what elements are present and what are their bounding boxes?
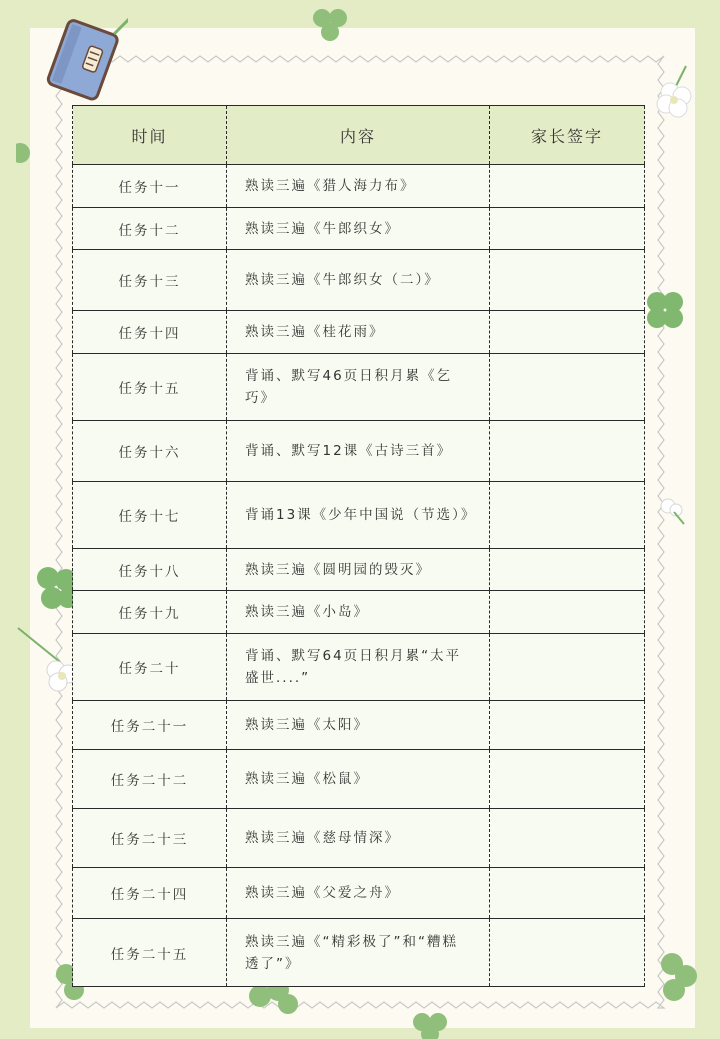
table-row	[73, 250, 645, 311]
task-cell: 任务十三	[73, 250, 227, 311]
table-row	[73, 354, 645, 421]
task-cell: 任务十五	[73, 354, 227, 421]
table-row	[73, 750, 645, 809]
task-cell: 任务二十一	[73, 701, 227, 750]
signature-cell[interactable]	[490, 868, 645, 919]
task-cell: 任务十六	[73, 421, 227, 482]
task-cell: 任务二十四	[73, 868, 227, 919]
table-row	[73, 591, 645, 634]
white-flower-icon	[646, 62, 698, 124]
clover-icon	[656, 948, 700, 1006]
content-cell: 熟读三遍《牛郎织女》	[227, 208, 490, 250]
table-row	[73, 421, 645, 482]
content-cell: 熟读三遍《松鼠》	[227, 750, 490, 809]
task-cell: 任务二十二	[73, 750, 227, 809]
signature-cell[interactable]	[490, 482, 645, 549]
content-cell: 背诵、默写64页日积月累“太平盛世....”	[227, 634, 490, 701]
signature-cell[interactable]	[490, 165, 645, 208]
notebook-icon	[38, 16, 128, 108]
task-cell: 任务十一	[73, 165, 227, 208]
content-cell: 熟读三遍《慈母情深》	[227, 809, 490, 868]
table-row	[73, 208, 645, 250]
table-row	[73, 634, 645, 701]
signature-cell[interactable]	[490, 701, 645, 750]
signature-cell[interactable]	[490, 750, 645, 809]
table-header-row	[73, 106, 645, 165]
header-time: 时间	[73, 106, 227, 165]
clover-icon	[641, 286, 689, 334]
content-cell: 熟读三遍《牛郎织女（二）》	[227, 250, 490, 311]
signature-cell[interactable]	[490, 809, 645, 868]
task-cell: 任务二十五	[73, 919, 227, 987]
content-cell: 背诵、默写12课《古诗三首》	[227, 421, 490, 482]
table-row	[73, 809, 645, 868]
table-row	[73, 165, 645, 208]
signature-cell[interactable]	[490, 634, 645, 701]
content-cell: 背诵13课《少年中国说（节选）》	[227, 482, 490, 549]
signature-cell[interactable]	[490, 549, 645, 591]
header-content: 内容	[227, 106, 490, 165]
content-cell: 熟读三遍《圆明园的毁灭》	[227, 549, 490, 591]
task-cell: 任务十二	[73, 208, 227, 250]
task-cell: 任务十七	[73, 482, 227, 549]
signature-cell[interactable]	[490, 421, 645, 482]
clover-icon	[16, 136, 32, 170]
task-table	[72, 105, 645, 987]
table-row	[73, 482, 645, 549]
signature-cell[interactable]	[490, 591, 645, 634]
content-cell: 背诵、默写46页日积月累《乞巧》	[227, 354, 490, 421]
header-signature: 家长签字	[490, 106, 645, 165]
content-cell: 熟读三遍《猎人海力布》	[227, 165, 490, 208]
white-flower-icon	[656, 494, 688, 528]
content-cell: 熟读三遍《太阳》	[227, 701, 490, 750]
clover-icon	[308, 4, 352, 44]
content-cell: 熟读三遍《小岛》	[227, 591, 490, 634]
task-cell: 任务二十三	[73, 809, 227, 868]
content-cell: 熟读三遍《“精彩极了”和“糟糕透了”》	[227, 919, 490, 987]
content-cell: 熟读三遍《桂花雨》	[227, 311, 490, 354]
table-row	[73, 868, 645, 919]
table-row	[73, 549, 645, 591]
task-cell: 任务十九	[73, 591, 227, 634]
table-row	[73, 311, 645, 354]
task-cell: 任务十四	[73, 311, 227, 354]
signature-cell[interactable]	[490, 311, 645, 354]
table-row	[73, 701, 645, 750]
content-cell: 熟读三遍《父爱之舟》	[227, 868, 490, 919]
table-row	[73, 919, 645, 987]
signature-cell[interactable]	[490, 250, 645, 311]
task-cell: 任务十八	[73, 549, 227, 591]
signature-cell[interactable]	[490, 919, 645, 987]
signature-cell[interactable]	[490, 354, 645, 421]
signature-cell[interactable]	[490, 208, 645, 250]
clover-icon	[408, 1006, 452, 1039]
task-cell: 任务二十	[73, 634, 227, 701]
